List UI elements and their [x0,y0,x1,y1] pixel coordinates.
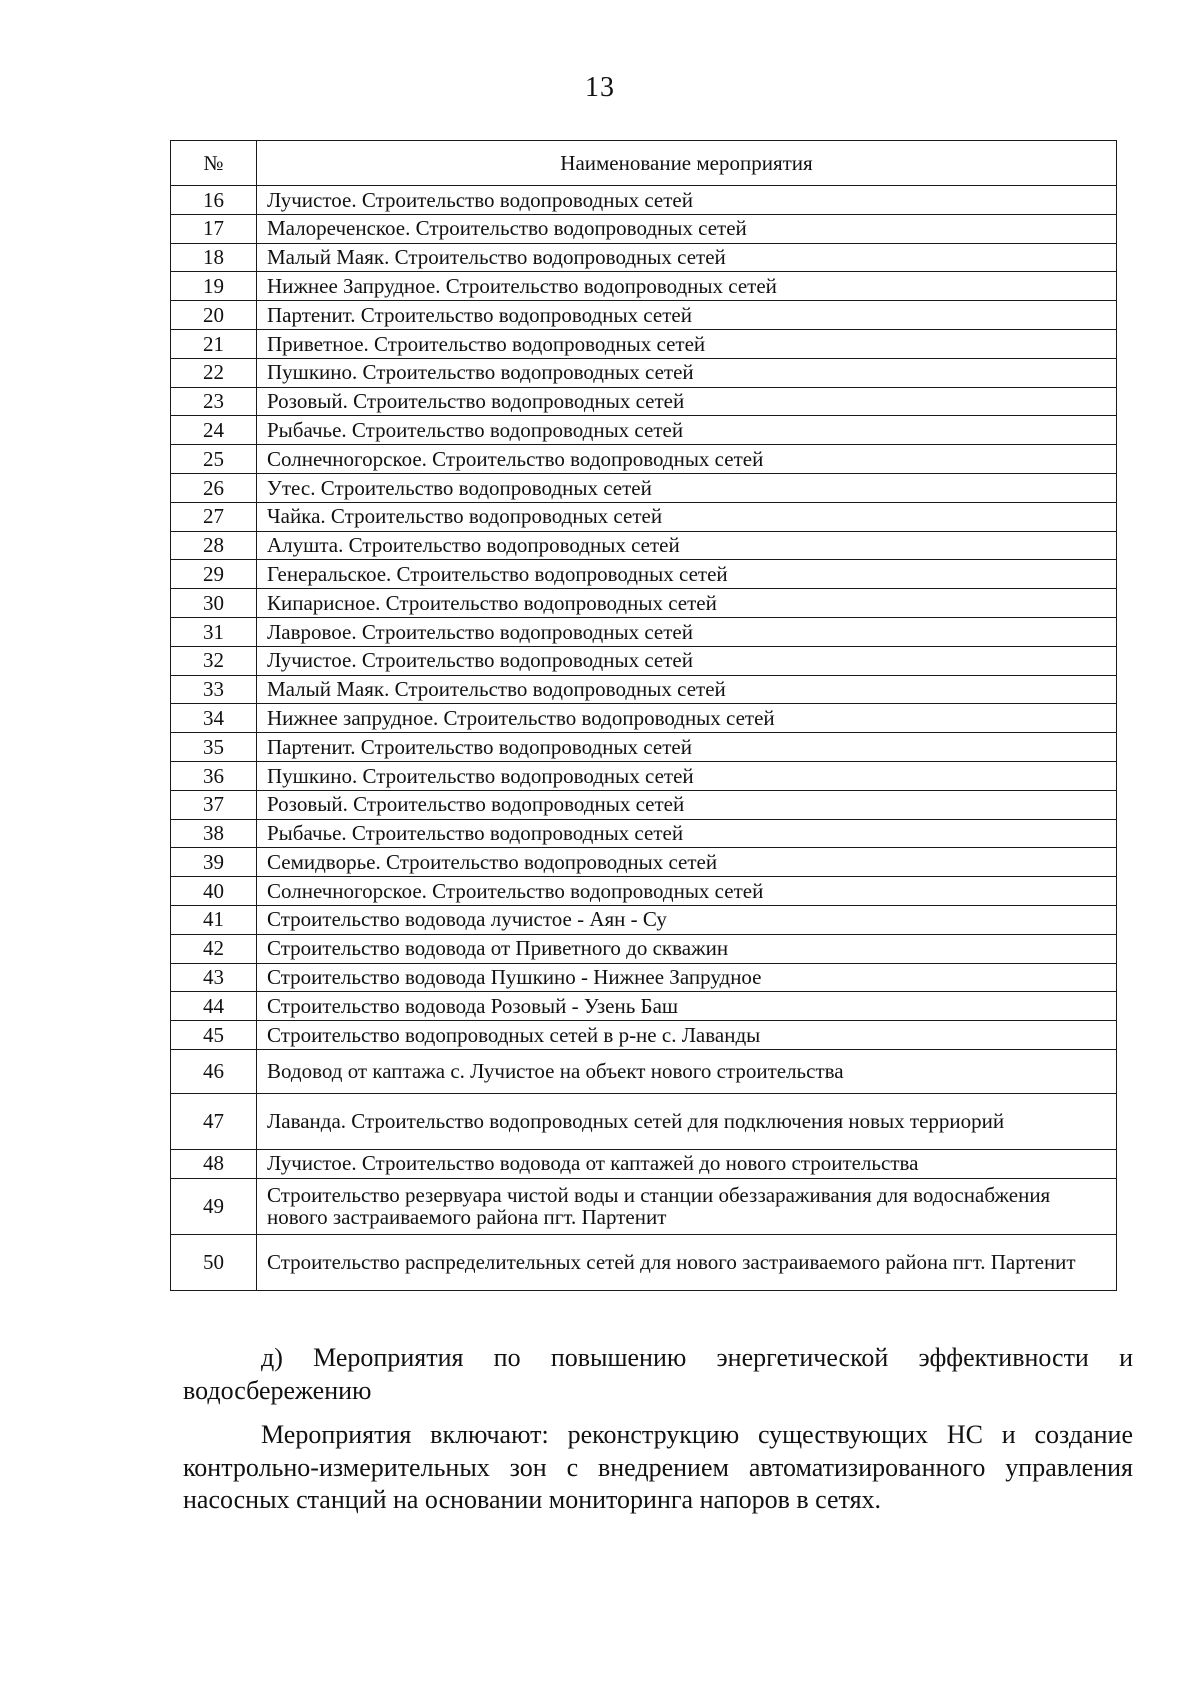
row-number: 40 [171,877,257,906]
row-number: 36 [171,761,257,790]
measure-name: Малый Маяк. Строительство водопроводных сетей [257,675,1117,704]
measure-name: Строительство водовода от Приветного до скважин [257,934,1117,963]
table-row [171,704,1117,733]
table-row [171,646,1117,675]
table-row [171,848,1117,877]
row-number: 24 [171,416,257,445]
table-row [171,617,1117,646]
measure-name: Водовод от каптажа с. Лучистое на объект нового строительства [257,1049,1117,1093]
row-number: 45 [171,1021,257,1050]
measure-name: Строительство водовода Пушкино - Нижнее Запрудное [257,963,1117,992]
measure-name: Приветное. Строительство водопроводных сетей [257,329,1117,358]
row-number: 50 [171,1234,257,1290]
table-row [171,445,1117,474]
table-row [171,1093,1117,1149]
table-row [171,877,1117,906]
measure-name: Семидворье. Строительство водопроводных сетей [257,848,1117,877]
table-header-row [171,141,1117,186]
measure-name: Строительство распределительных сетей для нового застраиваемого района пгт. Партенит [257,1234,1117,1290]
row-number: 29 [171,560,257,589]
row-number: 38 [171,819,257,848]
table-row [171,1049,1117,1093]
table-row [171,1234,1117,1290]
table-row [171,329,1117,358]
row-number: 19 [171,272,257,301]
table-row [171,473,1117,502]
table-row [171,589,1117,618]
measure-name: Пушкино. Строительство водопроводных сетей [257,358,1117,387]
row-number: 31 [171,617,257,646]
row-number: 25 [171,445,257,474]
measure-name: Строительство водовода Розовый - Узень Баш [257,992,1117,1021]
table-row [171,1149,1117,1178]
measure-name: Рыбачье. Строительство водопроводных сетей [257,416,1117,445]
row-number: 23 [171,387,257,416]
table-row [171,675,1117,704]
row-number: 35 [171,733,257,762]
row-number: 32 [171,646,257,675]
table-row [171,819,1117,848]
measure-name: Строительство водопроводных сетей в р-не с. Лаванды [257,1021,1117,1050]
measure-name: Генеральское. Строительство водопроводных сетей [257,560,1117,589]
row-number: 28 [171,531,257,560]
table-row [171,358,1117,387]
row-number: 42 [171,934,257,963]
column-header-number: № [171,141,257,186]
measure-name: Нижнее Запрудное. Строительство водопроводных сетей [257,272,1117,301]
measure-name: Строительство водовода лучистое - Аян - Су [257,905,1117,934]
measure-name: Строительство резервуара чистой воды и станции обеззараживания для водоснабжения нового застраиваемого района пгт. Партенит [257,1178,1117,1234]
table-row [171,272,1117,301]
row-number: 20 [171,301,257,330]
row-number: 30 [171,589,257,618]
row-number: 37 [171,790,257,819]
measure-name: Розовый. Строительство водопроводных сетей [257,387,1117,416]
table-row [171,733,1117,762]
table-row [171,1021,1117,1050]
measure-name: Партенит. Строительство водопроводных сетей [257,733,1117,762]
table-row [171,761,1117,790]
measure-name: Лучистое. Строительство водовода от каптажей до нового строительства [257,1149,1117,1178]
measure-name: Розовый. Строительство водопроводных сетей [257,790,1117,819]
table-row [171,963,1117,992]
measure-name: Партенит. Строительство водопроводных сетей [257,301,1117,330]
table-row [171,416,1117,445]
row-number: 41 [171,905,257,934]
table-row [171,301,1117,330]
table-row [171,214,1117,243]
row-number: 17 [171,214,257,243]
column-header-name: Наименование мероприятия [257,141,1117,186]
measure-name: Нижнее запрудное. Строительство водопроводных сетей [257,704,1117,733]
row-number: 18 [171,243,257,272]
table-body [171,186,1117,1291]
measure-name: Рыбачье. Строительство водопроводных сетей [257,819,1117,848]
table-row [171,1178,1117,1234]
table-row [171,790,1117,819]
measure-name: Солнечногорское. Строительство водопроводных сетей [257,877,1117,906]
row-number: 26 [171,473,257,502]
row-number: 46 [171,1049,257,1093]
table-row [171,992,1117,1021]
measure-name: Пушкино. Строительство водопроводных сетей [257,761,1117,790]
row-number: 27 [171,502,257,531]
row-number: 33 [171,675,257,704]
page-number: 13 [585,72,615,103]
row-number: 44 [171,992,257,1021]
measure-name: Лучистое. Строительство водопроводных сетей [257,186,1117,215]
measure-name: Лучистое. Строительство водопроводных сетей [257,646,1117,675]
row-number: 43 [171,963,257,992]
measure-name: Малый Маяк. Строительство водопроводных сетей [257,243,1117,272]
table-row [171,502,1117,531]
table-row [171,243,1117,272]
table-row [171,905,1117,934]
measure-name: Утес. Строительство водопроводных сетей [257,473,1117,502]
measure-name: Малореченское. Строительство водопроводных сетей [257,214,1117,243]
table-row [171,186,1117,215]
row-number: 16 [171,186,257,215]
row-number: 48 [171,1149,257,1178]
measure-name: Алушта. Строительство водопроводных сетей [257,531,1117,560]
section-body: Мероприятия включают: реконструкцию существующих НС и создание контрольно-измерительных зон с внедрением автоматизированного управления насосных станций на основании мониторинга напоров в сетях. [183,1420,1133,1514]
row-number: 39 [171,848,257,877]
row-number: 22 [171,358,257,387]
row-number: 21 [171,329,257,358]
table-row [171,531,1117,560]
row-number: 47 [171,1093,257,1149]
measure-name: Солнечногорское. Строительство водопроводных сетей [257,445,1117,474]
table-row [171,934,1117,963]
measure-name: Лаванда. Строительство водопроводных сетей для подключения новых терриорий [257,1093,1117,1149]
measure-name: Кипарисное. Строительство водопроводных сетей [257,589,1117,618]
row-number: 49 [171,1178,257,1234]
row-number: 34 [171,704,257,733]
measures-table [170,140,1117,1291]
table-row [171,387,1117,416]
measure-name: Чайка. Строительство водопроводных сетей [257,502,1117,531]
measure-name: Лавровое. Строительство водопроводных сетей [257,617,1117,646]
table-row [171,560,1117,589]
section-heading: д) Мероприятия по повышению энергетической эффективности и водосбережению [183,1343,1133,1405]
